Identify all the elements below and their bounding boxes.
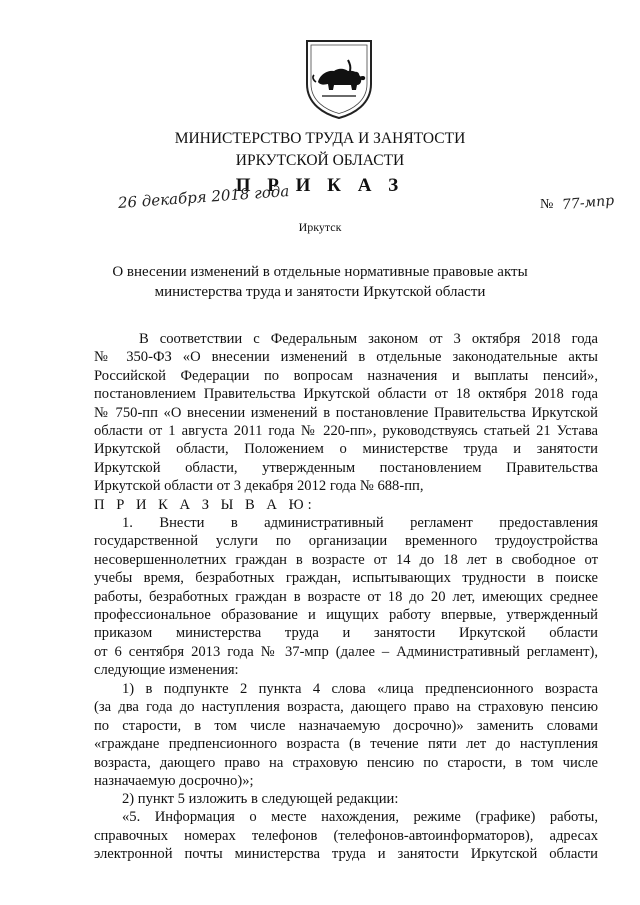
text-line: области от 1 августа 2011 года № 220-пп», руководствуясь статьей 21 Устава: [94, 423, 598, 440]
text-line: справочных номерах телефонов (телефонов-автоинформаторов), адресах: [94, 827, 598, 844]
text-line: электронной почты министерства труда и занятости Иркутской области: [94, 846, 598, 863]
text-line: учебы время, безработных граждан, испытывающих трудности в поиске: [94, 570, 598, 587]
ministry-name-line2: ИРКУТСКОЙ ОБЛАСТИ: [235, 152, 405, 169]
order-subject-line2: министерства труда и занятости Иркутской области: [154, 284, 486, 300]
text-line: назначаемую досрочно)»;: [94, 773, 254, 790]
item-1-paragraph: [94, 514, 598, 680]
subitem-1-paragraph: [94, 680, 598, 790]
text-line: 1) в подпункте 2 пункта 4 слова «лица предпенсионного возраста: [122, 681, 598, 697]
text-line: Иркутской области, Положением о министерстве труда и занятости: [94, 441, 598, 458]
ministry-name-line1: МИНИСТЕРСТВО ТРУДА И ЗАНЯТОСТИ: [174, 130, 466, 147]
text-line: (за два года до наступления возраста, дающего право на страховую пенсию: [94, 699, 598, 716]
text-line: 1. Внести в административный регламент предоставления: [122, 515, 598, 531]
text-line: возраста, дающего право на страховую пенсию по старости, в том числе: [94, 754, 598, 771]
prikazyvayu-heading: П Р И К А З Ы В А Ю:: [94, 496, 316, 513]
handwritten-date: 26 декабря 2018 года: [117, 182, 290, 212]
text-line: профессиональное образование и ищущих работу впервые, утвержденный: [94, 607, 598, 624]
text-line: Иркутской области, утвержденным постановлением Правительства: [94, 459, 598, 476]
irkutsk-coat-of-arms-icon: [304, 38, 374, 120]
text-line: следующие изменения:: [94, 662, 239, 679]
text-line: № 350-ФЗ «О внесении изменений в отдельные законодательные акты: [94, 349, 598, 366]
text-line: Иркутской области от 3 декабря 2012 года № 688-пп,: [94, 478, 424, 495]
text-line: постановлением Правительства Иркутской области от 18 октября 2018 года: [94, 386, 598, 403]
text-line: 2) пункт 5 изложить в следующей редакции:: [122, 791, 399, 807]
text-line: от 6 сентября 2013 года № 37-мпр (далее – Административный регламент),: [94, 643, 598, 660]
subitem-2-paragraph: [94, 790, 598, 864]
text-line: «граждане предпенсионного возраста (в течение пяти лет до наступления: [94, 736, 598, 753]
handwritten-order-number: 77-мпр: [561, 192, 615, 214]
text-line: «5. Информация о месте нахождения, режиме (графике) работы,: [122, 809, 598, 826]
text-line: Российской Федерации по вопросам назначения и выплаты пенсий»,: [94, 367, 598, 384]
preamble-paragraph: [94, 330, 598, 514]
text-line: В соответствии с Федеральным законом от 3 октября 2018 года: [139, 331, 598, 347]
text-line: по старости, в том числе назначаемую досрочно)» заменить словами: [94, 717, 598, 734]
text-line: приказом министерства труда и занятости Иркутской области: [94, 625, 598, 642]
text-line: № 750-пп «О внесении изменений в постановление Правительства Иркутской: [94, 404, 598, 421]
text-line: несовершеннолетних граждан в возрасте от 14 до 18 лет в свободное от: [94, 551, 598, 568]
text-line: государственной услуги по организации временного трудоустройства: [94, 533, 598, 550]
order-title: П Р И К А З: [235, 175, 405, 196]
order-subject-line1: О внесении изменений в отдельные нормативные правовые акты: [112, 264, 528, 280]
text-line: работы, безработных граждан в возрасте от 18 до 20 лет, имеющих среднее: [94, 588, 598, 605]
city-name: Иркутск: [298, 220, 342, 234]
order-number-prefix: №: [540, 197, 554, 212]
